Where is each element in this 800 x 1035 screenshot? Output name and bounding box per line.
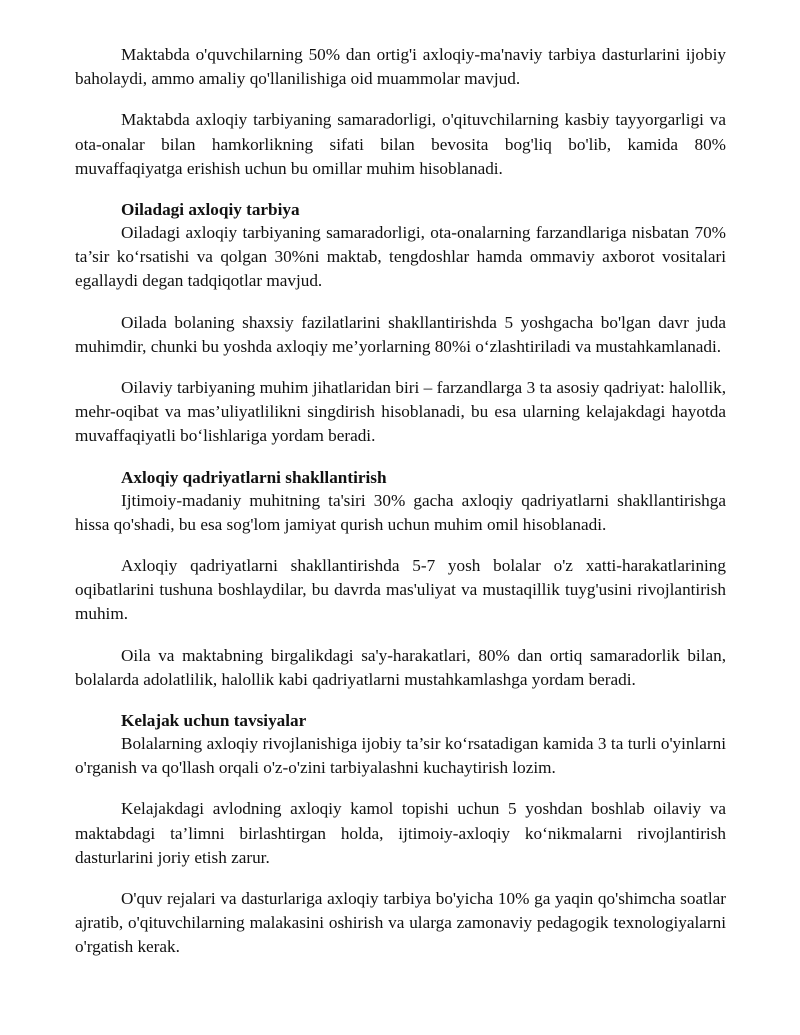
section-moral-values — [75, 466, 726, 692]
paragraph: Oilada bolaning shaxsiy fazilatlarini shakllantirishda 5 yoshgacha bo'lgan davr juda muhimdir, chunki bu yoshda axloqiy me’yorlarning 80%i o‘zlashtiriladi va mustahkamlanadi. — [75, 312, 726, 356]
section-family-upbringing — [75, 198, 726, 449]
paragraph: Oila va maktabning birgalikdagi sa'y-harakatlari, 80% dan ortiq samaradorlik bilan, bolalarda adolatlilik, halollik kabi qadriyatlarni mustahkamlashga yordam beradi. — [75, 645, 726, 689]
paragraph: Axloqiy qadriyatlarni shakllantirishda 5-7 yosh bolalar o'z xatti-harakatlarining oqibatlarini tushuna boshlaydilar, bu davrda mas'uliyat va mustaqillik tuyg'usini rivojlantirish muhim. — [75, 556, 726, 624]
paragraph: Ijtimoiy-madaniy muhitning ta'siri 30% gacha axloqiy qadriyatlarni shakllantirishga hissa qo'shadi, bu esa sog'lom jamiyat qurish uchun muhim omil hisoblanadi. — [75, 490, 726, 534]
paragraph: Oilaviy tarbiyaning muhim jihatlaridan biri – farzandlarga 3 ta asosiy qadriyat: halollik, mehr-oqibat va mas’uliyatlilikni singdirish hisoblanadi, bu esa ularning kelajakdagi hayotda muvaffaqiyatli bo‘lishlariga yordam beradi. — [75, 378, 726, 446]
paragraph-intro-1: Maktabda o'quvchilarning 50% dan ortig'i axloqiy-ma'naviy tarbiya dasturlarini ijobiy baholaydi, ammo amaliy qo'llanilishiga oid muammolar mavjud. — [75, 45, 726, 89]
section-heading: Axloqiy qadriyatlarni shakllantirish — [121, 467, 387, 487]
section-heading: Kelajak uchun tavsiyalar — [121, 711, 307, 731]
paragraph: Bolalarning axloqiy rivojlanishiga ijobiy ta’sir ko‘rsatadigan kamida 3 ta turli o'yinlarni o'rganish va qo'llash orqali o'z-o'zini tarbiyalashni kuchaytirish lozim. — [75, 734, 726, 778]
paragraph: O'quv rejalari va dasturlariga axloqiy tarbiya bo'yicha 10% ga yaqin qo'shimcha soatlar ajratib, o'qituvchilarning malakasini oshirish va ularga zamonaviy pedagogik texnologiyalarni o'rgatish kerak. — [75, 889, 726, 957]
section-heading: Oiladagi axloqiy tarbiya — [121, 200, 300, 220]
section-recommendations — [75, 709, 726, 960]
paragraph: Kelajakdagi avlodning axloqiy kamol topishi uchun 5 yoshdan boshlab oilaviy va maktabdagi ta’limni birlashtirgan holda, ijtimoiy-axloqiy ko‘nikmalarni rivojlantirish dasturlarini joriy etish zarur. — [75, 799, 726, 867]
paragraph-intro-2: Maktabda axloqiy tarbiyaning samaradorligi, o'qituvchilarning kasbiy tayyorgarligi va ota-onalar bilan hamkorlikning sifati bilan bevosita bog'liq bo'lib, kamida 80% muvaffaqiyatga erishish uchun bu omillar muhim hisoblanadi. — [75, 110, 726, 178]
paragraph: Oiladagi axloqiy tarbiyaning samaradorligi, ota-onalarning farzandlariga nisbatan 70% ta’sir ko‘rsatishi va qolgan 30%ni maktab, tengdoshlar hamda ommaviy axborot vositalari egallaydi degan tadqiqotlar mavjud. — [75, 223, 726, 291]
